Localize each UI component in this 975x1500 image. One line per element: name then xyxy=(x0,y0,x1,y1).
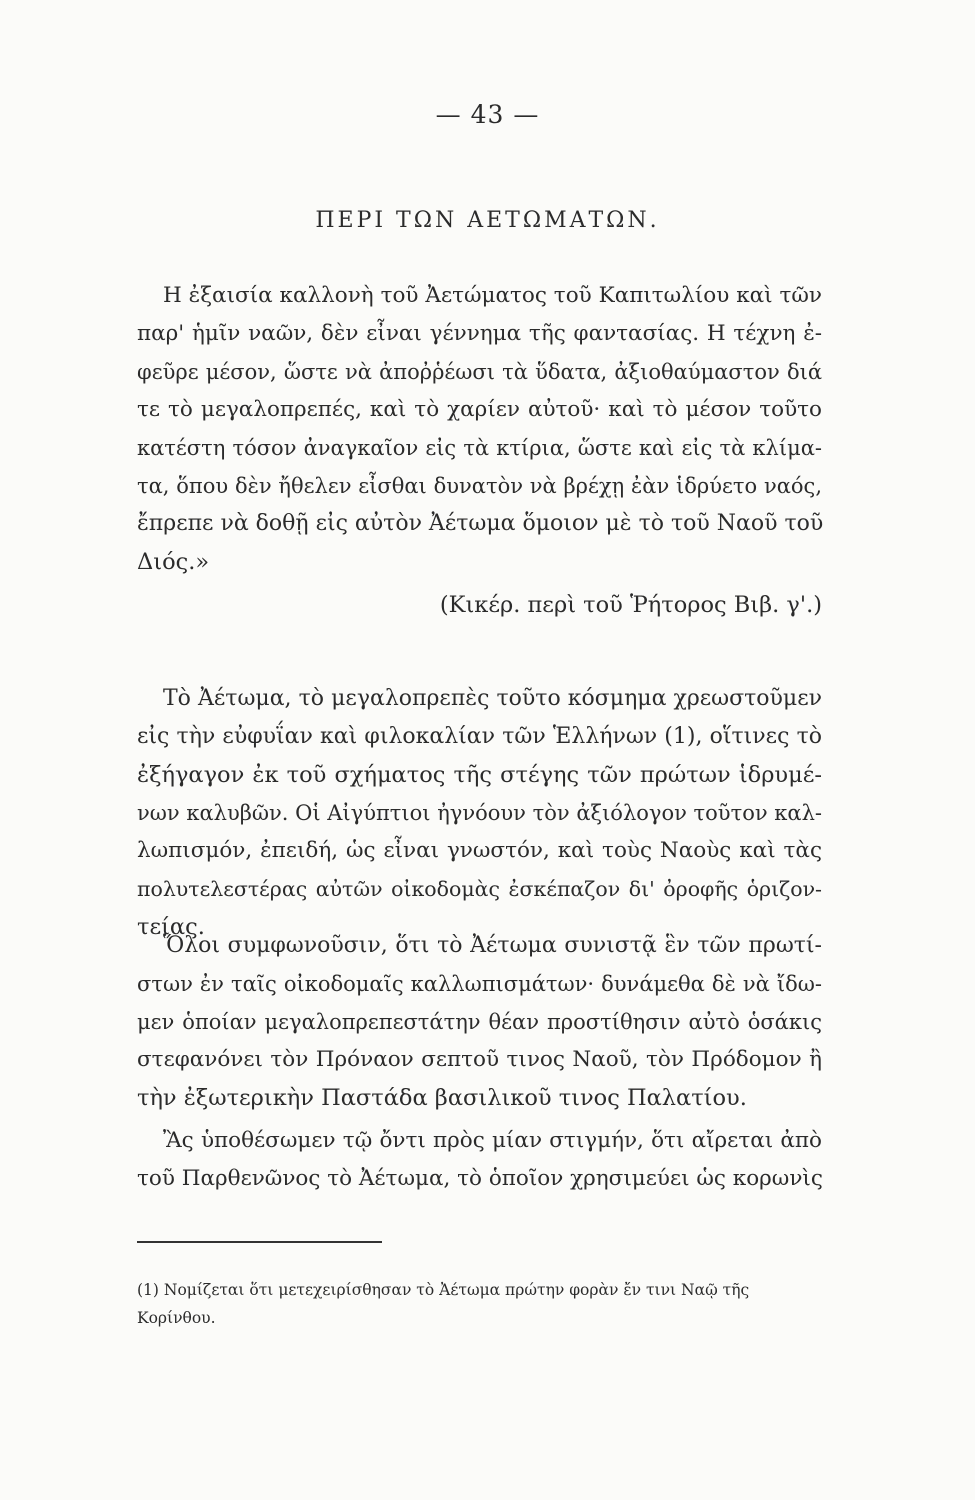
paragraph-line: στεφανόνει τὸν Πρόναον σεπτοῦ τινος Ναοῦ, τὸν Πρόδομον ἢ xyxy=(137,1047,822,1072)
paragraph-line: ἐξήγαγον ἐκ τοῦ σχήματος τῆς στέγης τῶν πρώτων ἱδρυμέ- xyxy=(137,762,822,788)
paragraph-line: λωπισμόν, ἐπειδή, ὡς εἶναι γνωστόν, καὶ τοὺς Ναοὺς καὶ τὰς xyxy=(137,838,822,863)
quote-line: τε τὸ μεγαλοπρεπές, καὶ τὸ χαρίεν αὐτοῦ· καὶ τὸ μέσον τοῦτο xyxy=(137,397,822,422)
quote-line: τα, ὅπου δὲν ἤθελεν εἶσθαι δυνατὸν νὰ βρέχῃ ἐὰν ἱδρύετο ναός, xyxy=(137,474,822,498)
paragraph-line: τείας. xyxy=(137,914,205,940)
paragraph-line: εἰς τὴν εὐφυΐαν καὶ φιλοκαλίαν τῶν Ἑλλήνων (1), οἵτινες τὸ xyxy=(137,724,822,749)
footnote-line: Κορίνθου. xyxy=(137,1309,216,1327)
paragraph-line: πολυτελεστέρας αὐτῶν οἰκοδομὰς ἐσκέπαζον δι' ὀροφῆς ὁριζον- xyxy=(137,877,822,901)
paragraph-1 xyxy=(137,680,822,946)
paragraph-line: Τὸ Ἀέτωμα, τὸ μεγαλοπρεπὲς τοῦτο κόσμημα χρεωστοῦμεν xyxy=(163,686,822,711)
quote-line: κατέστη τόσον ἀναγκαῖον εἰς τὰ κτίρια, ὥστε καὶ εἰς τὰ κλίμα- xyxy=(137,436,822,460)
paragraph-line: Ὅλοι συμφωνοῦσιν, ὅτι τὸ Ἀέτωμα συνιστᾷ ἓν τῶν πρωτί- xyxy=(163,933,822,958)
paragraph-line: τὴν ἐξωτερικὴν Παστάδα βασιλικοῦ τινος Παλατίου. xyxy=(137,1085,747,1111)
quote-line: Η ἐξαισία καλλονὴ τοῦ Ἀετώματος τοῦ Καπιτωλίου καὶ τῶν xyxy=(163,283,822,308)
paragraph-3 xyxy=(137,1122,822,1198)
section-title: ΠΕΡΙ ΤΩΝ ΑΕΤΩΜΑΤΩΝ. xyxy=(315,208,660,233)
paragraph-line: τοῦ Παρθενῶνος τὸ Ἀέτωμα, τὸ ὁποῖον χρησιμεύει ὡς κορωνὶς xyxy=(137,1166,823,1191)
quote-citation: (Κικέρ. περὶ τοῦ Ῥήτορος Βιβ. γ'.) xyxy=(439,592,822,618)
footnote xyxy=(137,1276,822,1332)
paragraph-2 xyxy=(137,927,822,1117)
quote-block xyxy=(137,277,822,581)
quote-line: παρ' ἡμῖν ναῶν, δὲν εἶναι γέννημα τῆς φαντασίας. Η τέχνη ἐ- xyxy=(137,321,822,346)
paragraph-line: νων καλυβῶν. Οἱ Αἰγύπτιοι ἠγνόουν τὸν ἀξιόλογον τοῦτον καλ- xyxy=(137,801,822,825)
paragraph-line: Ἂς ὑποθέσωμεν τῷ ὄντι πρὸς μίαν στιγμήν, ὅτι αἴρεται ἀπὸ xyxy=(163,1128,822,1153)
footnote-line: (1) Νομίζεται ὅτι μετεχειρίσθησαν τὸ Ἀέτωμα πρώτην φορὰν ἔν τινι Ναῷ τῆς xyxy=(137,1281,750,1299)
footnote-divider xyxy=(137,1241,382,1243)
paragraph-line: μεν ὁποίαν μεγαλοπρεπεστάτην θέαν προστίθησιν αὐτὸ ὁσάκις xyxy=(137,1010,822,1034)
page-number: — 43 — xyxy=(435,100,540,129)
quote-line: φεῦρε μέσον, ὥστε νὰ ἀποῤῥέωσι τὰ ὕδατα, ἀξιοθαύμαστον διά xyxy=(137,360,822,384)
paragraph-line: στων ἐν ταῖς οἰκοδομαῖς καλλωπισμάτων· δυνάμεθα δὲ νὰ ἴδω- xyxy=(137,972,822,996)
quote-line: ἔπρεπε νὰ δοθῇ εἰς αὐτὸν Ἀέτωμα ὅμοιον μὲ τὸ τοῦ Ναοῦ τοῦ xyxy=(137,511,824,536)
quote-line: Διός.» xyxy=(137,549,210,575)
